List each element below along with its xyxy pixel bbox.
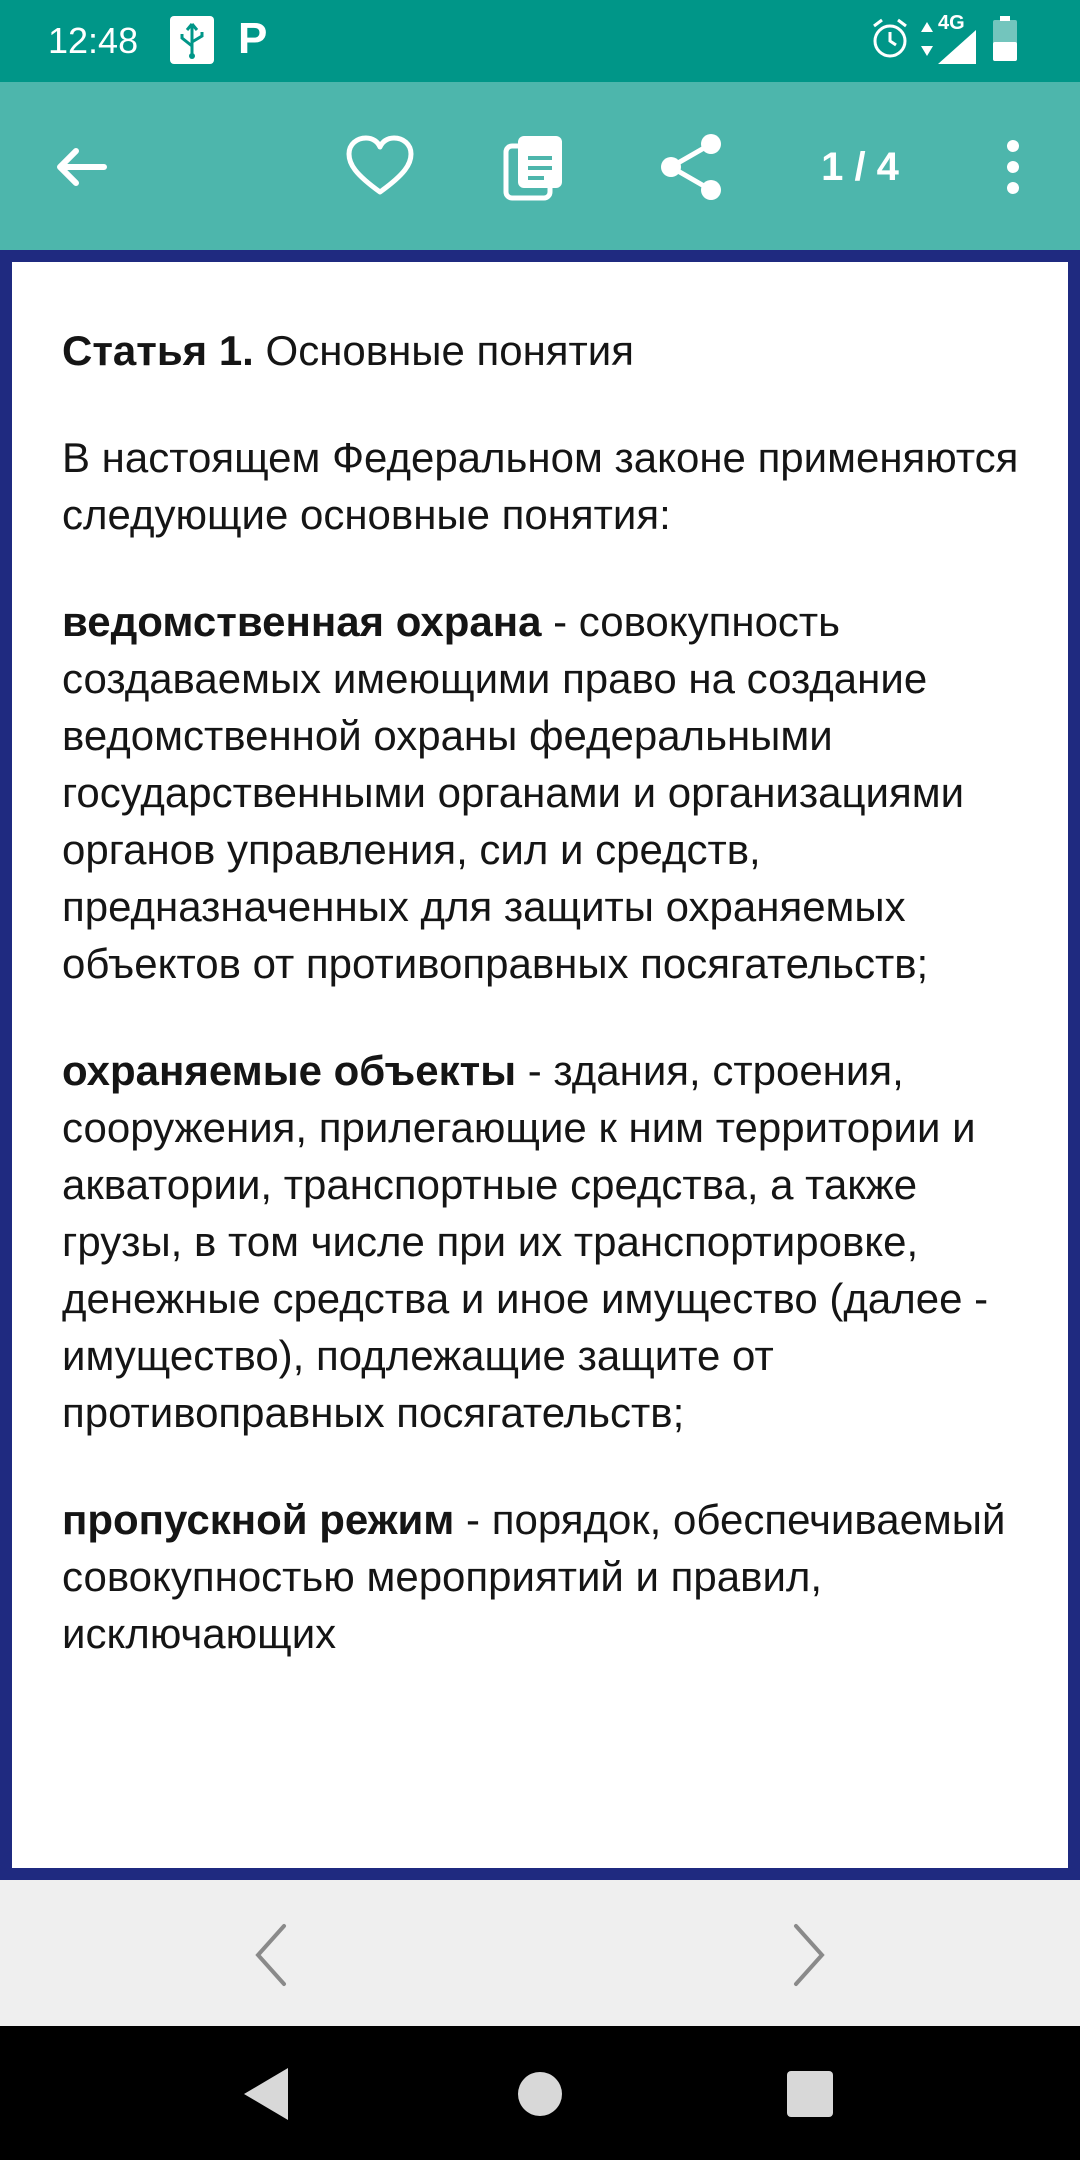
article-heading bbox=[62, 322, 1020, 379]
article-body bbox=[12, 262, 1068, 1662]
system-back-icon[interactable] bbox=[238, 2062, 302, 2126]
battery-icon bbox=[992, 16, 1018, 62]
system-recents-icon[interactable] bbox=[778, 2062, 842, 2126]
app-toolbar bbox=[0, 82, 1080, 250]
status-time: 12:48 bbox=[48, 20, 139, 61]
term-definition: - совокупность создаваемых имеющими право на создание ведомственной охраны федеральными государственными органами и организациями органов управления, сил и средств, предназначенных для защиты охраняемых объектов от противоправных посягательств; bbox=[62, 598, 965, 987]
system-nav-bar bbox=[0, 2026, 1080, 2160]
term-name: пропускной режим bbox=[62, 1496, 455, 1543]
term-paragraph bbox=[62, 1042, 1020, 1441]
usb-icon bbox=[170, 16, 214, 64]
chevron-right-icon[interactable] bbox=[774, 1920, 844, 1990]
alarm-icon bbox=[870, 16, 910, 62]
status-bar bbox=[0, 0, 1080, 82]
copy-icon[interactable] bbox=[500, 132, 570, 202]
term-definition: - порядок, обеспечиваемый совокупностью мероприятий и правил, исключающих bbox=[62, 1496, 1006, 1657]
status-icons bbox=[870, 12, 1050, 66]
article-intro: В настоящем Федеральном законе применяются следующие основные понятия: bbox=[62, 434, 1019, 538]
share-icon[interactable] bbox=[657, 132, 727, 202]
article-number: Статья 1. bbox=[62, 327, 254, 374]
term-paragraph bbox=[62, 593, 1020, 992]
heart-icon[interactable] bbox=[345, 132, 415, 202]
data-arrows-icon bbox=[918, 16, 936, 62]
more-vert-icon[interactable] bbox=[980, 132, 1030, 202]
bottom-nav bbox=[0, 1880, 1080, 2026]
chevron-left-icon[interactable] bbox=[236, 1920, 306, 1990]
article-scroll-area[interactable] bbox=[12, 262, 1068, 1868]
system-home-icon[interactable] bbox=[508, 2062, 572, 2126]
page-indicator: 1 / 4 bbox=[821, 145, 899, 189]
network-type: 4G bbox=[938, 12, 965, 34]
term-name: ведомственная охрана bbox=[62, 598, 542, 645]
term-paragraph bbox=[62, 1491, 1020, 1662]
term-name: охраняемые объекты bbox=[62, 1047, 517, 1094]
article-title: Основные понятия bbox=[253, 327, 634, 374]
content-frame bbox=[0, 250, 1080, 1880]
term-definition: - здания, строения, сооружения, прилегающие к ним территории и акватории, транспортные средства, а также грузы, в том числе при их транспортировке, денежные средства и иное имущество (далее - имущество), подлежащие защите от противоправных посягательств; bbox=[62, 1047, 989, 1436]
back-arrow-icon[interactable] bbox=[50, 132, 120, 202]
signal-icon bbox=[938, 30, 978, 64]
app-badge: P bbox=[238, 14, 268, 63]
